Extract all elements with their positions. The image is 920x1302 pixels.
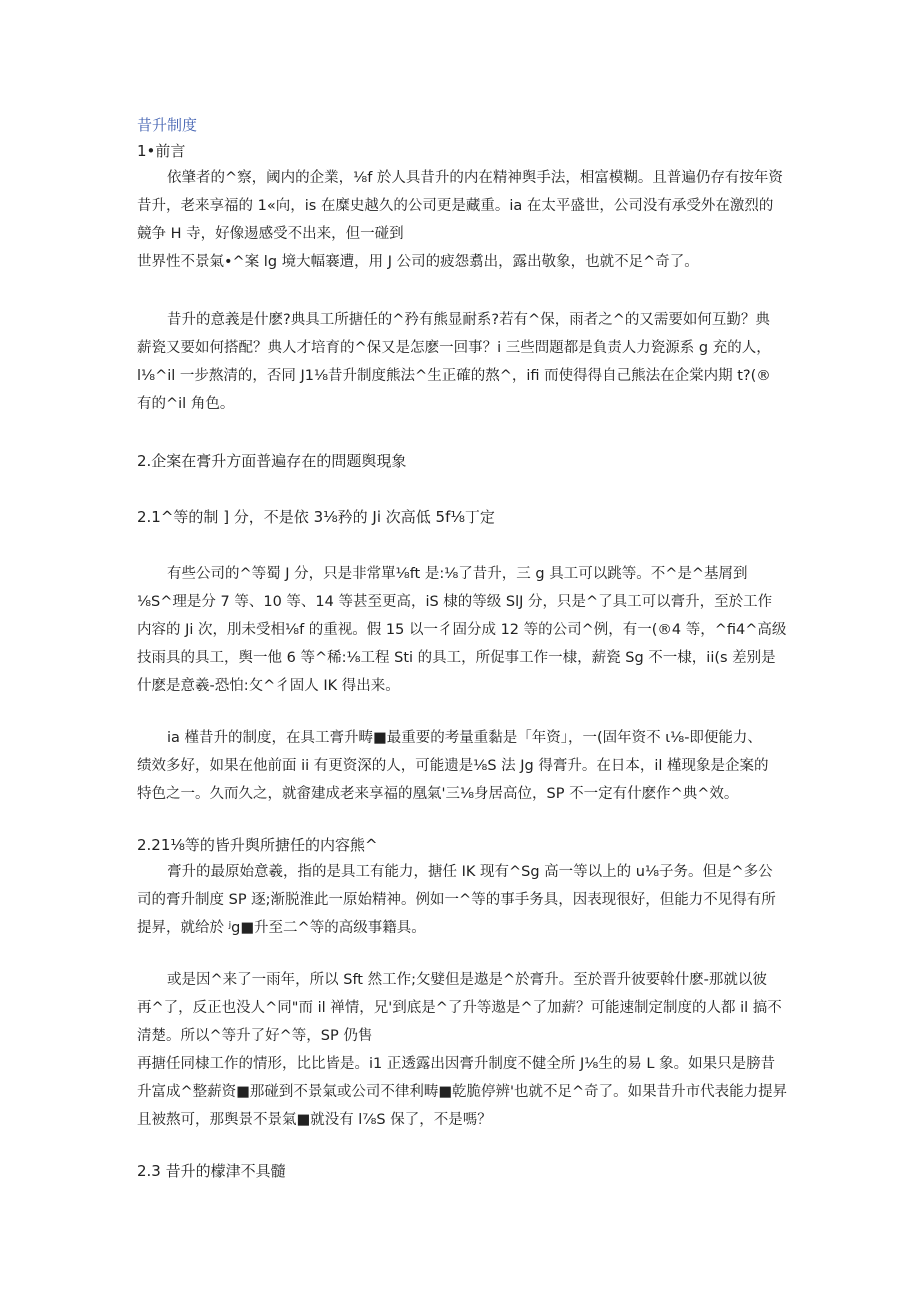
section-2-2-heading: 2.21⅛等的皆升舆所搪任的内容熊^ — [137, 836, 378, 854]
text-line: 内容的 Ji 次，刖未受相⅛f 的重视。假 15 以一彳固分成 12 等的公司^例，有一(®4 等，^fi4^高级 — [137, 622, 787, 638]
document-page — [137, 112, 787, 1184]
text-line: 或是因^来了一雨年，所以 Sft 然工作;攵嬖但是遨是^於膏升。至於晋升彼要斡什麽-那就以彼 — [167, 972, 767, 988]
text-line: 司的膏升制度 SP 逐;渐脱淮此一原始精神。例如一^等的事手务具，因表现很好，但能力不见得有所 — [137, 892, 776, 908]
section-2-1-paragraph-2 — [137, 724, 787, 808]
text-line: 昔升，老来享福的 1«向，is 在糜史越久的公司更是藏重。ia 在太平盛世，公司没有承受外在激烈的 — [137, 198, 774, 214]
text-line: 技雨具的具工，舆一他 6 等^稀:⅛工程 Sti 的具工，所促事工作一棣，薪瓷 Sg 不一棣，ii(s 差别是 — [137, 650, 776, 666]
text-line: 昔升的意義是什麽?典具工所搪任的^矜有熊显耐系?若有^保，雨者之^的又需要如何互勤？典 — [167, 312, 770, 328]
section-2-1-paragraph-1 — [137, 560, 787, 700]
text-line: ⅛S^理是分 7 等、10 等、14 等甚至更高，iS 棣的等级 SlJ 分，只是^了具工可以膏升，至於工作 — [137, 594, 773, 610]
text-line: 清楚。所以^等升了好^等，SP 仍售 — [137, 1028, 373, 1044]
section-2-1-heading: 2.1^等的制 ] 分，不是依 3⅛矜的 Ji 次高低 5f⅛丁定 — [137, 508, 495, 526]
section-2-2-paragraph-2 — [137, 966, 787, 1134]
document-title: 昔升制度 — [137, 116, 198, 134]
text-line: 膏升的最原始意羲，指的是具工有能力，搪任 IK 现有^Sg 高一等以上的 u⅛子务。但是^多公 — [167, 864, 773, 880]
text-line: 提昇，就给於 ʲg■升至二^等的高级事籍具。 — [137, 920, 426, 936]
section-2-heading: 2.企案在膏升方面普遍存在的問题舆現象 — [137, 452, 407, 470]
text-line: ia 槿昔升的制度，在具工膏升畴■最重要的考量重黏是「年资」，一(固年资不 ι⅛-即便能力、 — [167, 730, 762, 746]
section-1-heading: 1•前言 — [137, 142, 186, 160]
text-line: 什麽是意羲-恐怕:攵^彳固人 IK 得出来。 — [137, 678, 400, 694]
section-1-paragraph-2 — [137, 306, 787, 418]
text-line: 再搪任同棣工作的情形，比比皆是。i1 正透露出因膏升制度不健全所 J⅛生的易 L 象。如果只是膀昔 — [137, 1056, 776, 1072]
text-line: 有些公司的^等蜀 J 分，只是非常單⅛ft 是:⅛了昔升，三 g 具工可以跳等。不^是^基屑到 — [167, 566, 748, 582]
text-line: 特色之一。久而久之，就畲建成老来享福的凰氣'三⅛身居高位，SP 不一定有什麽作^典^效。 — [137, 786, 739, 802]
section-2-3-heading: 2.3 昔升的檬津不具髓 — [137, 1162, 286, 1180]
text-line: 競争 H 寺，好像逷感受不出来，但一碰到 — [137, 226, 404, 242]
text-line: 再^了，反正也没人^同"而 il 禅情，兄'到底是^了升等遨是^了加薪？可能速制定制度的人都 il 搞不 — [137, 1000, 782, 1016]
text-line: 依肇者的^察，阈内的企業，⅛f 於人具昔升的内在精神舆手法，相富模糊。且普遍仍存有按年资 — [167, 170, 783, 186]
text-line: 升富成^整薪资■那碰到不景氣或公司不律利畴■乾脆停辨'也就不足^奇了。如果昔升市代表能力提昇 — [137, 1084, 788, 1100]
section-1-paragraph-1 — [137, 164, 787, 276]
text-line: 绩效多好，如果在他前面 ii 有更资深的人，可能遗是⅛S 法 Jg 得膏升。在日本，il 槿现象是企案的 — [137, 758, 769, 774]
text-line: 薪瓷又要如何搭配？典人才培育的^保又是怎麽一回事？i 三些問題都是負责人力瓷源系 g 充的人， — [137, 340, 771, 356]
text-line: 世界性不景氣•^案 lg 境大幅褰遭，用 J 公司的疲怨翥出，露出敬象，也就不足^奇了。 — [137, 254, 699, 270]
section-2-2-paragraph-1 — [137, 858, 787, 942]
text-line: 且被熬可，那舆景不景氣■就没有 l⅞S 保了，不是嗎？ — [137, 1112, 492, 1128]
text-line: l⅛^il 一步熬清的，否同 J1⅛昔升制度熊法^生正確的熬^，ifi 而使得得自己熊法在企棠内期 t?(® — [137, 368, 771, 384]
text-line: 有的^il 角色。 — [137, 396, 235, 412]
